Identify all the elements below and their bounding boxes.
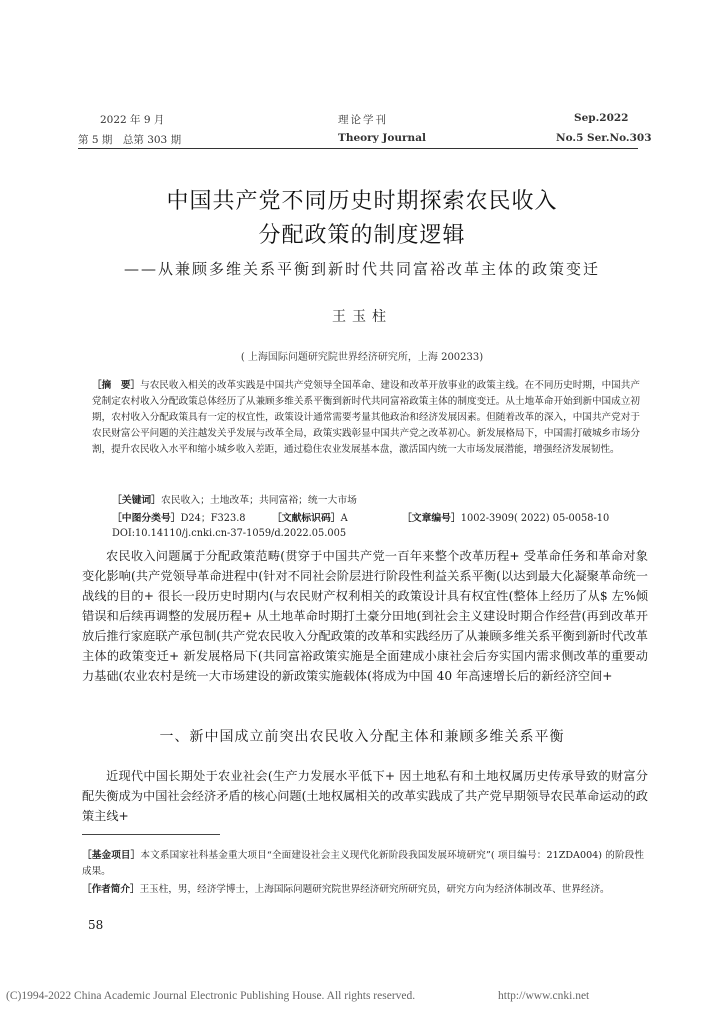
article-number — [402, 510, 609, 524]
abstract-text: 与农民收入相关的改革实践是中国共产党领导全国革命、建设和改革开放事业的政策主线。在不同历史时期，中国共产党制定农村收入分配政策总体经历了从兼顾多维关系平衡到新时代共同富裕政策主体的制度变迁。从土地革命开始到新中国成立初期，农村收入分配政策具有一定的权宜性，政策设计通常需要考量其他政治和经济发展因素。但随着改革的深入，中国共产党对于农民财富公平问题的关注越发关乎发展与改革全局，政策实践彰显中国共产党之改革初心。新发展格局下，中国需打破城乡市场分割，提升农民收入水平和缩小城乡收入差距，通过稳住农业发展基本盘，激活国内统一大市场发展潜能，增强经济发展韧性。 — [92, 380, 641, 455]
author-info-note — [82, 882, 644, 898]
document-code — [272, 510, 348, 524]
keywords — [112, 492, 357, 506]
header-issue-cn: 第 5 期 总第 303 期 — [78, 134, 182, 146]
header-date-en: Sep.2022 — [574, 112, 629, 124]
article-number-label: ［文章编号］ — [402, 513, 461, 524]
header-date-cn: 2022 年 9 月 — [100, 114, 165, 126]
section-1-heading: 一、新中国成立前突出农民收入分配主体和兼顾多维关系平衡 — [159, 729, 565, 745]
header-journal-en: Theory Journal — [338, 132, 426, 144]
abstract — [92, 378, 640, 458]
author-info-label: ［作者简介］ — [82, 884, 140, 895]
clc-value: D24；F323.8 — [180, 513, 246, 524]
doi: DOI:10.14110/j.cnki.cn-37-1059/d.2022.05.005 — [112, 528, 347, 539]
footer-copyright: (C)1994-2022 China Academic Journal Electronic Publishing House. All rights reserved. — [6, 990, 416, 1002]
abstract-label: ［摘 要］ — [92, 380, 141, 391]
doc-code-label: ［文献标识码］ — [272, 513, 341, 524]
funding-label: ［基金项目］ — [82, 850, 141, 861]
keywords-text: 农民收入；土地改革；共同富裕；统一大市场 — [160, 495, 357, 506]
author-info-text: 王玉柱，男，经济学博士，上海国际问题研究院世界经济研究所研究员，研究方向为经济体制改革、世界经济。 — [139, 884, 610, 895]
funding-note — [82, 848, 644, 880]
footnote-rule — [82, 834, 220, 835]
article-subtitle: ——从兼顾多维关系平衡到新时代共同富裕改革主体的政策变迁 — [123, 260, 600, 278]
author-affiliation: ( 上海国际问题研究院世界经济研究所，上海 200233) — [240, 352, 484, 363]
intro-paragraph: 农民收入问题属于分配政策范畴(贯穿于中国共产党一百年来整个改革历程+ 受革命任务和革命对象变化影响(共产党领导革命进程中(针对不同社会阶层进行阶段性利益关系平衡(以达到最大化凝聚革命统一战线的目的+ 很长一段历史时期内(与农民财产权利相关的政策设计具有权宜性(整体上经历了从$ 左%倾错误和后续再调整的发展历程+ 从土地革命时期打土豪分田地(到社会主义建设时期合作经营(再到改革开放后推行家庭联产承包制(共产党农民收入分配政策的改革和实践经历了从兼顾多维关系平衡到新时代改革主体的政策变迁+ 新发展格局下(共同富裕政策实施是全面建成小康社会后夯实国内需求侧改革的重要动力基础(农业农村是统一大市场建设的新政策实施载体(将成为中国 40 年高速增长后的新经济空间+ — [82, 549, 648, 683]
section-1-paragraph: 近现代中国长期处于农业社会(生产力发展水平低下+ 因土地私有和土地权属历史传承导致的财富分配失衡成为中国社会经济矛盾的核心问题(土地权属相关的改革实践成了共产党早期领导农民革命运动的政策主线+ — [82, 769, 648, 823]
doc-code-value: A — [340, 513, 348, 524]
article-number-value: 1002-3909( 2022) 05-0058-10 — [460, 513, 610, 524]
article-title-line1: 中国共产党不同历史时期探索农民收入 — [166, 189, 558, 214]
clc-number — [112, 510, 246, 524]
article-title-line2: 分配政策的制度逻辑 — [258, 223, 466, 248]
funding-text: 本文系国家社科基金重大项目“全面建设社会主义现代化新阶段我国发展环境研究”( 项目编号：21ZDA004) 的阶段性成果。 — [82, 850, 645, 877]
keywords-label: ［关键词］ — [112, 495, 161, 506]
page-number: 58 — [88, 918, 104, 932]
author-name: 王玉柱 — [332, 309, 392, 325]
header-issue-en: No.5 Ser.No.303 — [556, 132, 652, 144]
header-journal-cn: 理论学刊 — [338, 114, 388, 126]
header-rule — [78, 148, 638, 149]
footer-url[interactable]: http://www.cnki.net — [498, 990, 590, 1002]
clc-label: ［中图分类号］ — [112, 513, 181, 524]
